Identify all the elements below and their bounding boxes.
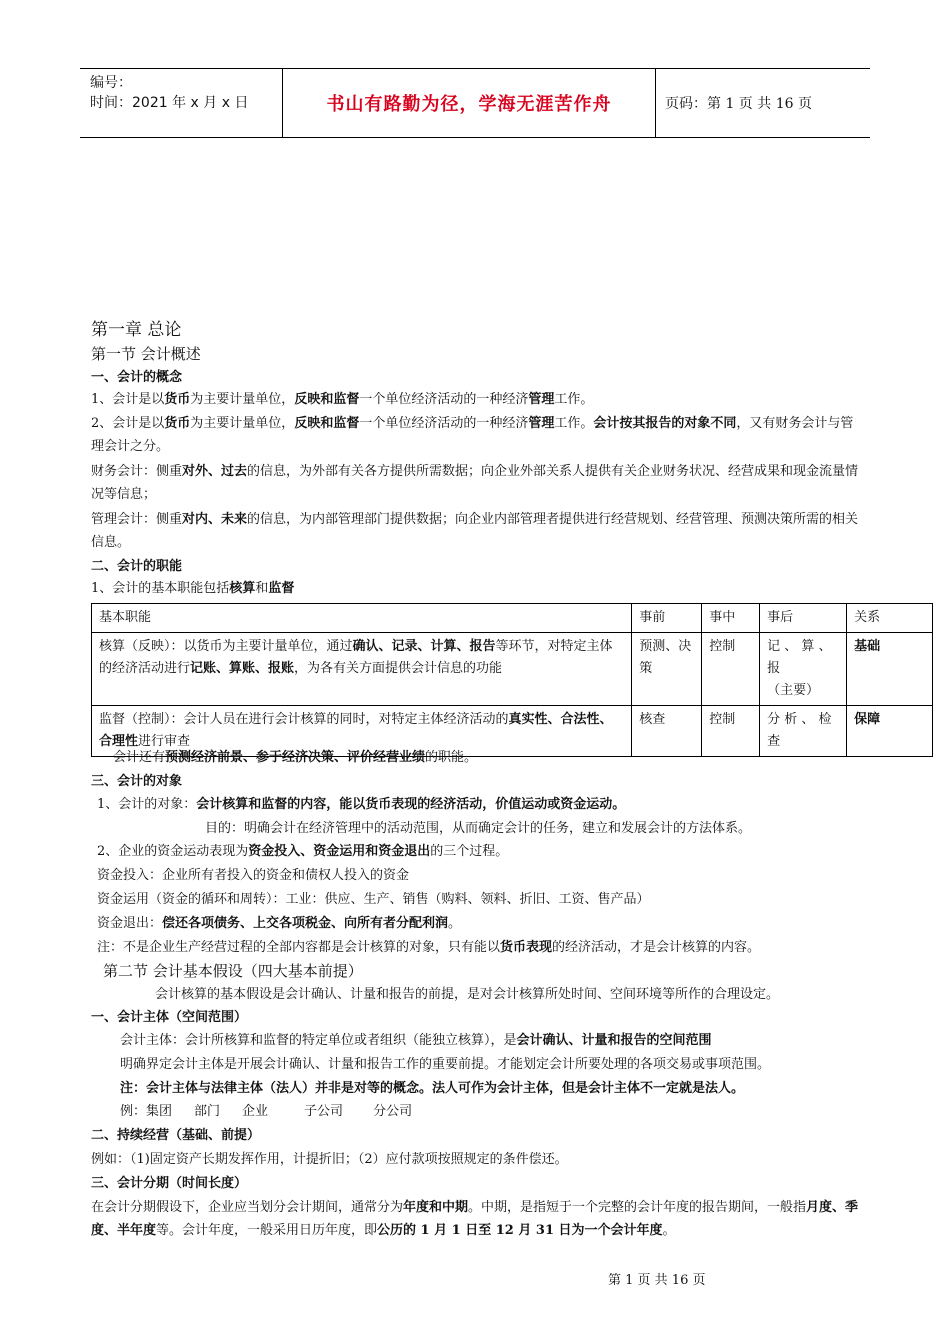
entity-examples: 例：集团 部门 企业 子公司 分公司 xyxy=(120,1104,413,1119)
table-header-cell: 事后 xyxy=(760,604,847,633)
row-accounting-relation: 基础 xyxy=(847,633,933,706)
concept-def-2: 2、会计是以货币为主要计量单位，反映和监督一个单位经济活动的一种经济管理工作。会计按其报告的对象不同，又有财务会计与管理会计之分。 xyxy=(91,416,854,454)
row-supervision-relation: 保障 xyxy=(847,706,933,757)
doc-number-label: 编号： xyxy=(90,75,132,91)
row-accounting-during: 控制 xyxy=(702,633,760,706)
heading-functions: 二、会计的职能 xyxy=(91,559,183,574)
fund-use: 资金运用（资金的循环和周转）：工业：供应、生产、销售（购料、领料、折旧、工资、售产品） xyxy=(97,892,650,907)
row-accounting-desc: 核算（反映）：以货币为主要计量单位，通过确认、记录、计算、报告等环节，对特定主体的经济活动进行记账、算账、报账，为各有关方面提供会计信息的功能 xyxy=(92,633,632,706)
entity-note: 注：会计主体与法律主体（法人）并非是对等的概念。法人可作为会计主体，但是会计主体不一定就是法人。 xyxy=(120,1081,745,1096)
object-purpose: 目的：明确会计在经济管理中的活动范围，从而确定会计的任务，建立和发展会计的方法体系。 xyxy=(205,821,752,836)
heading-object: 三、会计的对象 xyxy=(91,774,183,789)
fund-exit: 资金退出：偿还各项债务、上交各项税金、向所有者分配利润。 xyxy=(97,916,462,931)
header-page-cell xyxy=(655,69,870,137)
row-supervision-during: 控制 xyxy=(702,706,760,757)
doc-time-label: 时间：2021 年 x 月 x 日 xyxy=(90,95,249,111)
table-header-cell: 事中 xyxy=(702,604,760,633)
row-supervision-desc: 监督（控制）：会计人员在进行会计核算的同时，对特定主体经济活动的真实性、合法性、合理性进行审查 xyxy=(92,706,632,757)
functions-intro: 1、会计的基本职能包括核算和监督 xyxy=(91,581,295,596)
section-title-2: 第二节 会计基本假设（四大基本前提） xyxy=(103,962,363,980)
table-header-cell: 基本职能 xyxy=(92,604,632,633)
header-motto-cell xyxy=(282,69,656,137)
row-supervision-before: 核查 xyxy=(632,706,702,757)
page-footer: 第 1 页 共 16 页 xyxy=(608,1273,706,1288)
management-accounting: 管理会计：侧重对内、未来的信息，为内部管理部门提供数据；向企业内部管理者提供进行经营规划、经营管理、预测决策所需的相关信息。 xyxy=(91,512,859,550)
header-motto: 书山有路勤为径，学海无涯苦作舟 xyxy=(326,94,612,115)
accounting-period-text: 在会计分期假设下，企业应当划分会计期间，通常分为年度和中期。中期，是指短于一个完整的会计年度的报告期间，一般指月度、季度、半年度等。会计年度，一般采用日历年度，即公历的 1 月 1 日至 12 月 31 日为一个会计年度。 xyxy=(91,1200,859,1238)
table-header-row xyxy=(92,604,933,633)
heading-going-concern: 二、持续经营（基础、前提） xyxy=(91,1128,261,1143)
going-concern-example: 例如：（1)固定资产长期发挥作用，计提折旧；（2）应付款项按照规定的条件偿还。 xyxy=(91,1152,568,1167)
row-accounting-before: 预测、决策 xyxy=(632,633,702,706)
entity-definition: 会计主体：会计所核算和监督的特定单位或者组织（能独立核算），是会计确认、计量和报告的空间范围 xyxy=(120,1033,712,1048)
heading-accounting-period: 三、会计分期（时间长度） xyxy=(91,1176,248,1191)
row-supervision-after: 分 析 、 检查 xyxy=(760,706,847,757)
table-header-cell: 关系 xyxy=(847,604,933,633)
functions-table xyxy=(91,603,933,757)
header-page-label: 页码：第 1 页 共 16 页 xyxy=(665,96,812,112)
concept-def-1: 1、会计是以货币为主要计量单位，反映和监督一个单位经济活动的一种经济管理工作。 xyxy=(91,392,594,407)
chapter-title: 第一章 总论 xyxy=(91,320,182,340)
heading-entity: 一、会计主体（空间范围） xyxy=(91,1010,248,1025)
object-definition: 1、会计的对象：会计核算和监督的内容，能以货币表现的经济活动，价值运动或资金运动。 xyxy=(97,797,626,812)
row-accounting-after: 记 、 算 、报 （主要） xyxy=(760,633,847,706)
page-header xyxy=(80,68,870,138)
header-meta xyxy=(80,69,282,137)
fund-invest: 资金投入：企业所有者投入的资金和债权人投入的资金 xyxy=(97,868,410,883)
section-title-1: 第一节 会计概述 xyxy=(91,345,201,363)
heading-concept: 一、会计的概念 xyxy=(91,370,183,385)
entity-importance: 明确界定会计主体是开展会计确认、计量和报告工作的重要前提。才能划定会计所要处理的各项交易或事项范围。 xyxy=(120,1057,771,1072)
table-header-cell: 事前 xyxy=(632,604,702,633)
assumption-intro: 会计核算的基本假设是会计确认、计量和报告的前提，是对会计核算所处时间、空间环境等所作的合理设定。 xyxy=(155,987,780,1002)
financial-accounting: 财务会计：侧重对外、过去的信息，为外部有关各方提供所需数据；向企业外部关系人提供有关企业财务状况、经营成果和现金流量情况等信息； xyxy=(91,464,859,502)
fund-movement: 2、企业的资金运动表现为资金投入、资金运用和资金退出的三个过程。 xyxy=(97,844,509,859)
other-functions: 会计还有预测经济前景、参于经济决策、评价经营业绩的职能。 xyxy=(113,750,478,765)
object-note: 注：不是企业生产经营过程的全部内容都是会计核算的对象，只有能以货币表现的经济活动，才是会计核算的内容。 xyxy=(97,940,761,955)
table-row xyxy=(92,633,933,706)
